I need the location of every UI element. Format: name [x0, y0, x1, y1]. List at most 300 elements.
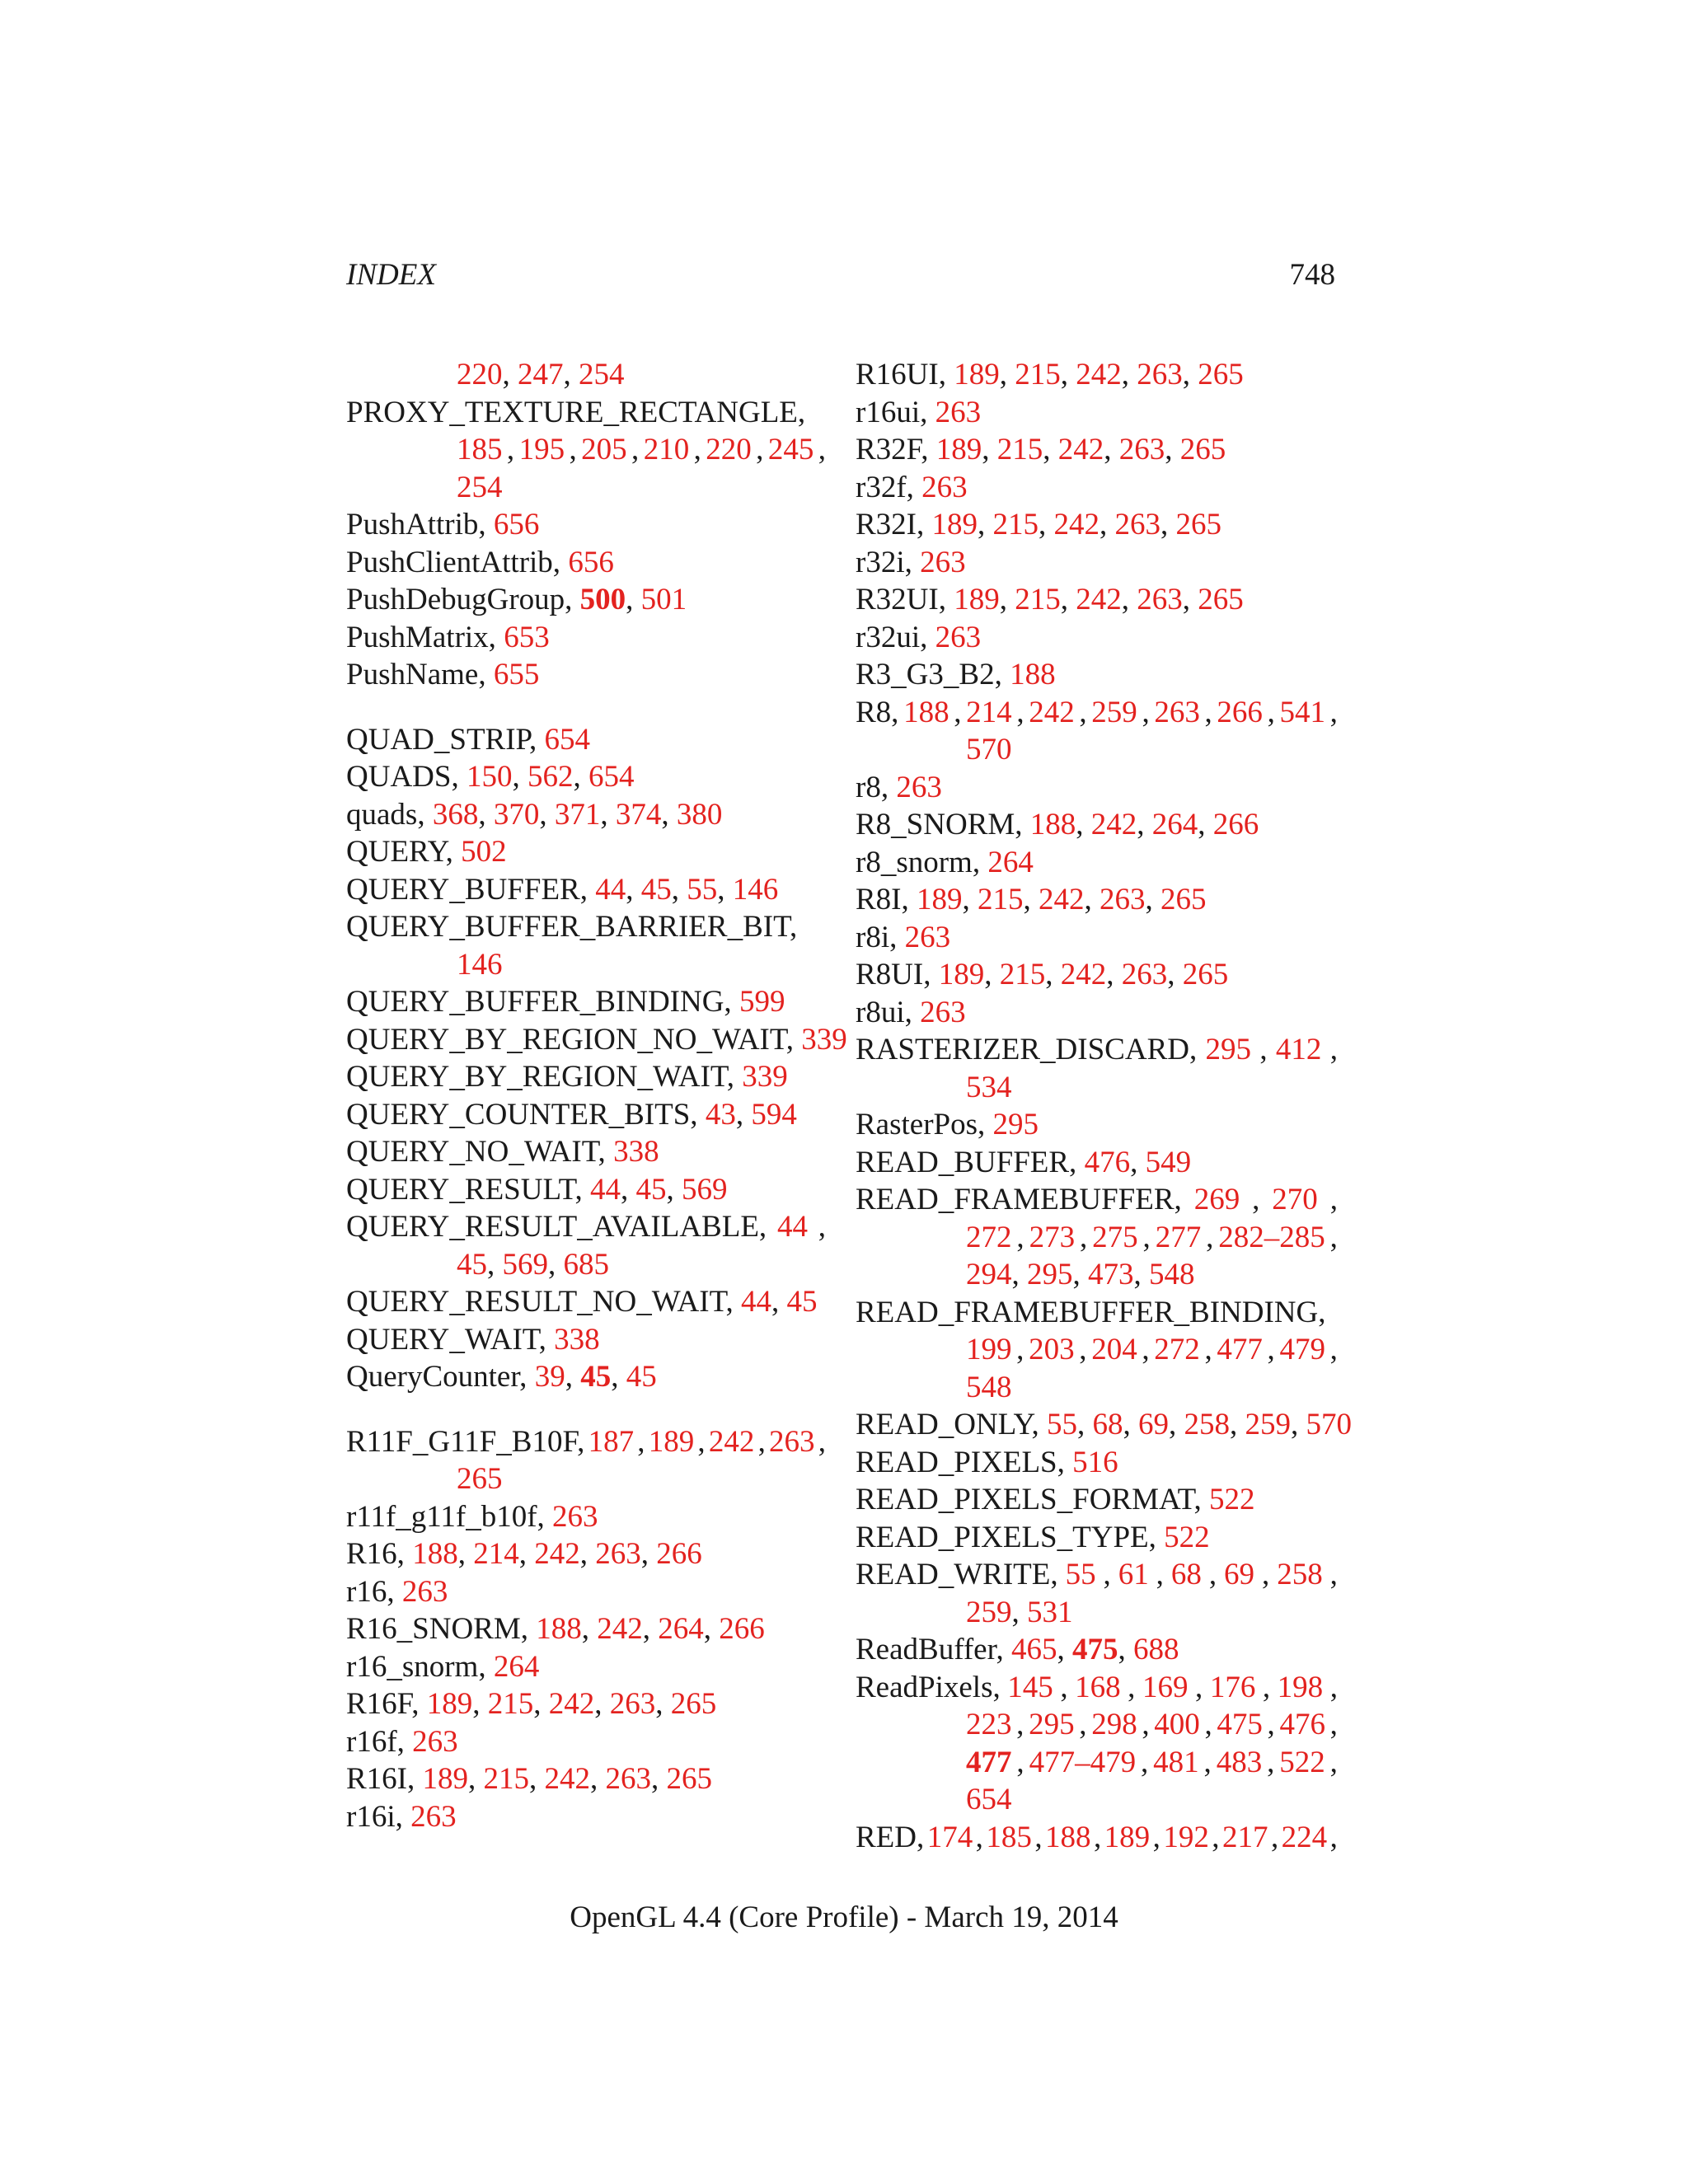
- index-term-text: r8ui,: [856, 995, 921, 1029]
- page-reference-link[interactable]: 500: [579, 583, 626, 616]
- page-reference-link[interactable]: 242: [708, 1424, 755, 1459]
- page-reference-link[interactable]: 265: [1160, 883, 1207, 916]
- index-entry: [856, 694, 1338, 732]
- index-term-text: ,: [1145, 883, 1160, 916]
- page-reference-link[interactable]: 242: [1039, 883, 1085, 916]
- page-reference-link[interactable]: 275: [1092, 1220, 1138, 1254]
- page-reference-link[interactable]: 263: [1118, 433, 1165, 466]
- page-reference-link[interactable]: 516: [1072, 1445, 1118, 1479]
- page-reference-link[interactable]: 265: [1198, 358, 1244, 391]
- running-header-title: INDEX: [346, 258, 436, 292]
- page-reference-link[interactable]: 44: [740, 1285, 771, 1319]
- index-term-text: QUERY_RESULT,: [346, 1172, 591, 1207]
- page-reference-link[interactable]: 204: [1091, 1333, 1137, 1366]
- page-reference-link[interactable]: 295: [1027, 1258, 1073, 1291]
- page-reference-link[interactable]: 176: [1209, 1670, 1256, 1704]
- page-reference-link[interactable]: 146: [732, 872, 779, 907]
- page-reference-link[interactable]: 269: [1193, 1183, 1240, 1216]
- page-reference-link[interactable]: 242: [1076, 358, 1122, 391]
- page-reference-link[interactable]: 685: [563, 1247, 609, 1282]
- index-term-text: ,: [984, 958, 1000, 991]
- page-reference-link[interactable]: 654: [544, 722, 591, 757]
- page-reference-link[interactable]: 655: [493, 658, 540, 691]
- page-reference-link[interactable]: 224: [1281, 1820, 1328, 1854]
- index-term-text: ,: [1329, 1745, 1338, 1779]
- page-reference-link[interactable]: 654: [966, 1783, 1012, 1816]
- index-term-text: QUERY_BY_REGION_NO_WAIT,: [346, 1022, 802, 1057]
- page-reference-link[interactable]: 522: [1208, 1483, 1255, 1516]
- page-reference-link[interactable]: 339: [801, 1022, 847, 1057]
- page-reference-link[interactable]: 570: [966, 733, 1012, 766]
- page-reference-link[interactable]: 189: [426, 1687, 473, 1721]
- page-reference-link[interactable]: 502: [461, 835, 507, 869]
- index-entry: [856, 619, 1338, 657]
- index-term-text: ,: [1329, 1183, 1338, 1216]
- page-reference-link[interactable]: 273: [1029, 1220, 1076, 1254]
- page-reference-link[interactable]: 263: [920, 995, 966, 1029]
- index-entry-continuation: [856, 1781, 1338, 1819]
- page-reference-link[interactable]: 189: [422, 1762, 468, 1796]
- page-reference-link[interactable]: 217: [1221, 1820, 1268, 1854]
- index-entry: [856, 1294, 1338, 1332]
- page-reference-link[interactable]: 534: [966, 1070, 1012, 1104]
- index-term-text: ,: [818, 1210, 826, 1244]
- page-reference-link[interactable]: 476: [1084, 1145, 1131, 1179]
- page-reference-link[interactable]: 189: [954, 358, 1000, 391]
- page-reference-link[interactable]: 266: [1217, 695, 1263, 729]
- page-reference-link[interactable]: 189: [954, 583, 1000, 616]
- index-entry: [856, 656, 1338, 694]
- page-reference-link[interactable]: 473: [1088, 1258, 1134, 1291]
- page-reference-link[interactable]: 264: [987, 845, 1034, 879]
- page-reference-link[interactable]: 195: [518, 433, 565, 466]
- page-reference-link[interactable]: 531: [1027, 1595, 1073, 1629]
- page-reference-link[interactable]: 55: [1065, 1558, 1096, 1591]
- page-reference-link[interactable]: 475: [1217, 1708, 1263, 1741]
- page-reference-link[interactable]: 264: [658, 1612, 704, 1646]
- index-term-text: ,: [1076, 808, 1091, 841]
- index-entry: [346, 1058, 826, 1096]
- index-term-text: ,: [978, 508, 993, 541]
- page-reference-link[interactable]: 68: [1170, 1558, 1202, 1591]
- page-reference-link[interactable]: 380: [676, 797, 723, 832]
- page-reference-link[interactable]: 263: [412, 1724, 458, 1759]
- page-reference-link[interactable]: 214: [473, 1537, 519, 1571]
- page-reference-link[interactable]: 215: [483, 1762, 529, 1796]
- index-term-text: ,: [1270, 1820, 1279, 1854]
- index-term-text: ,: [1137, 808, 1152, 841]
- index-term-text: r32i,: [856, 545, 921, 579]
- page-reference-link[interactable]: 215: [999, 958, 1046, 991]
- index-term-text: ,: [539, 797, 555, 832]
- index-term-text: R32F,: [856, 433, 936, 466]
- page-reference-link[interactable]: 188: [1010, 658, 1056, 691]
- page-reference-link[interactable]: 263: [1114, 508, 1160, 541]
- index-term-text: r11f_g11f_b10f,: [346, 1499, 553, 1534]
- index-term-text: ,: [735, 1097, 752, 1132]
- index-entry: [346, 796, 826, 834]
- page-reference-link[interactable]: 169: [1142, 1670, 1189, 1704]
- page-reference-link[interactable]: 656: [493, 508, 540, 541]
- page-reference-link[interactable]: 412: [1275, 1033, 1322, 1066]
- index-term-text: ,: [1329, 1708, 1338, 1741]
- page-reference-link[interactable]: 189: [931, 508, 978, 541]
- page-reference-link[interactable]: 215: [996, 433, 1043, 466]
- index-term-text: ,: [1011, 1595, 1027, 1629]
- page-reference-link[interactable]: 475: [1071, 1633, 1118, 1666]
- index-term-text: ,: [703, 1612, 720, 1646]
- page-reference-link[interactable]: 370: [493, 797, 540, 832]
- index-entry: [856, 1819, 1338, 1857]
- page-reference-link[interactable]: 189: [935, 433, 982, 466]
- page-reference-link[interactable]: 45: [580, 1360, 612, 1394]
- page-reference-link[interactable]: 242: [1057, 433, 1104, 466]
- index-entry: [346, 1573, 826, 1611]
- page-reference-link[interactable]: 185: [986, 1820, 1032, 1854]
- index-entry: [346, 581, 826, 619]
- index-term-text: ,: [1329, 1033, 1338, 1066]
- page-reference-link[interactable]: 294: [966, 1258, 1012, 1291]
- page-reference-link[interactable]: 263: [401, 1574, 448, 1609]
- page-reference-link[interactable]: 501: [640, 583, 687, 616]
- index-term-text: RASTERIZER_DISCARD,: [856, 1033, 1198, 1066]
- page-reference-link[interactable]: 215: [992, 508, 1039, 541]
- page-reference-link[interactable]: 339: [742, 1060, 788, 1094]
- index-entry: [856, 1144, 1338, 1182]
- page-reference-link[interactable]: 569: [682, 1172, 728, 1207]
- index-term-text: ,: [818, 433, 826, 466]
- page-reference-link[interactable]: 265: [1182, 958, 1229, 991]
- page-reference-link[interactable]: 189: [938, 958, 985, 991]
- page-reference-link[interactable]: 264: [493, 1649, 540, 1684]
- page-reference-link[interactable]: 146: [457, 947, 503, 982]
- index-term-text: PushAttrib,: [346, 508, 494, 541]
- page-reference-link[interactable]: 295: [992, 1108, 1039, 1141]
- page-reference-link[interactable]: 242: [544, 1762, 590, 1796]
- page-reference-link[interactable]: 215: [487, 1687, 534, 1721]
- index-entry-continuation: [346, 946, 826, 984]
- page-reference-link[interactable]: 570: [1306, 1408, 1353, 1441]
- page-reference-link[interactable]: 45: [786, 1285, 818, 1319]
- index-term-text: r8,: [856, 770, 897, 804]
- index-term-text: ,: [1329, 1820, 1338, 1854]
- index-term-text: PushMatrix,: [346, 620, 504, 654]
- page-reference-link[interactable]: 263: [920, 545, 966, 579]
- page-reference-link[interactable]: 548: [1149, 1258, 1195, 1291]
- page-reference-link[interactable]: 69: [1224, 1558, 1255, 1591]
- page-reference-link[interactable]: 188: [1045, 1820, 1091, 1854]
- index-term-text: ,: [631, 433, 640, 466]
- page-reference-link[interactable]: 242: [1090, 808, 1137, 841]
- page-reference-link[interactable]: 259: [1245, 1408, 1292, 1441]
- page-reference-link[interactable]: 263: [552, 1499, 598, 1534]
- page-reference-link[interactable]: 242: [597, 1612, 643, 1646]
- index-entry: [346, 1798, 826, 1836]
- page-reference-link[interactable]: 150: [466, 760, 513, 794]
- page-reference-link[interactable]: 654: [588, 760, 635, 794]
- index-term-text: R8,: [856, 695, 899, 729]
- index-term-text: ,: [1167, 958, 1183, 991]
- index-term-text: READ_FRAMEBUFFER,: [856, 1183, 1182, 1216]
- page-reference-link[interactable]: 242: [1053, 508, 1100, 541]
- page-reference-link[interactable]: 45: [640, 872, 672, 907]
- page-reference-link[interactable]: 265: [1175, 508, 1221, 541]
- page-reference-link[interactable]: 199: [966, 1333, 1012, 1366]
- page-reference-link[interactable]: 368: [432, 797, 479, 832]
- page-reference-link[interactable]: 263: [935, 620, 982, 654]
- page-reference-link[interactable]: 263: [1154, 695, 1200, 729]
- page-reference-link[interactable]: 562: [527, 760, 574, 794]
- page-reference-link[interactable]: 185: [457, 433, 503, 466]
- page-reference-link[interactable]: 68: [1092, 1408, 1123, 1441]
- page-reference-link[interactable]: 282–285: [1218, 1220, 1325, 1254]
- page-reference-link[interactable]: 263: [1137, 583, 1183, 616]
- index-term-text: ,: [1261, 1558, 1270, 1591]
- index-term-text: ,: [999, 358, 1015, 391]
- page-reference-link[interactable]: 653: [504, 620, 550, 654]
- page-reference-link[interactable]: 298: [1091, 1708, 1137, 1741]
- page-reference-link[interactable]: 45: [457, 1247, 487, 1282]
- index-term-text: ,: [1104, 433, 1119, 466]
- index-term-text: R32UI,: [856, 583, 954, 616]
- index-term-text: ,: [1267, 1745, 1275, 1779]
- page-reference-link[interactable]: 522: [1164, 1520, 1210, 1554]
- index-term-text: ,: [1016, 1745, 1025, 1779]
- index-term-text: ,: [590, 1762, 606, 1796]
- page-reference-link[interactable]: 198: [1277, 1670, 1324, 1704]
- index-term-text: PushClientAttrib,: [346, 545, 569, 579]
- page-reference-link[interactable]: 265: [666, 1762, 712, 1796]
- page-reference-link[interactable]: 247: [518, 358, 564, 391]
- page-reference-link[interactable]: 145: [1007, 1670, 1053, 1704]
- page-reference-link[interactable]: 263: [896, 770, 942, 804]
- index-term-text: ,: [1034, 1820, 1043, 1854]
- page-reference-link[interactable]: 168: [1075, 1670, 1121, 1704]
- index-term-text: r16f,: [346, 1724, 413, 1759]
- page-reference-link[interactable]: 223: [966, 1708, 1012, 1741]
- page-reference-link[interactable]: 265: [1179, 433, 1226, 466]
- page-reference-link[interactable]: 548: [966, 1370, 1012, 1404]
- page-reference-link[interactable]: 549: [1145, 1145, 1192, 1179]
- page-reference-link[interactable]: 374: [615, 797, 662, 832]
- page-reference-link[interactable]: 39: [534, 1360, 565, 1394]
- page-reference-link[interactable]: 338: [554, 1322, 600, 1357]
- page-reference-link[interactable]: 272: [966, 1220, 1012, 1254]
- page-reference-link[interactable]: 263: [1121, 958, 1168, 991]
- page-reference-link[interactable]: 483: [1216, 1745, 1263, 1779]
- index-entry: [856, 1406, 1353, 1444]
- index-term-text: QUERY_RESULT_NO_WAIT,: [346, 1285, 741, 1319]
- index-term-text: r32f,: [856, 470, 922, 504]
- page-reference-link[interactable]: 44: [590, 1172, 621, 1207]
- page-reference-link[interactable]: 541: [1279, 695, 1325, 729]
- index-term-text: ,: [1165, 433, 1180, 466]
- index-term-text: R32I,: [856, 508, 932, 541]
- page-reference-link[interactable]: 188: [903, 695, 950, 729]
- page-reference-link[interactable]: 656: [568, 545, 614, 579]
- page-reference-link[interactable]: 242: [1029, 695, 1075, 729]
- page-reference-link[interactable]: 295: [1205, 1033, 1252, 1066]
- page-reference-link[interactable]: 55: [687, 872, 718, 907]
- page-reference-link[interactable]: 522: [1279, 1745, 1325, 1779]
- page-reference-link[interactable]: 189: [648, 1424, 695, 1459]
- page-reference-link[interactable]: 266: [656, 1537, 702, 1571]
- index-term-text: ,: [1060, 1670, 1068, 1704]
- page-reference-link[interactable]: 187: [588, 1424, 635, 1459]
- page-reference-link[interactable]: 599: [738, 985, 785, 1019]
- page-reference-link[interactable]: 258: [1277, 1558, 1323, 1591]
- page-reference-link[interactable]: 242: [1076, 583, 1122, 616]
- index-term-text: ,: [1079, 695, 1087, 729]
- index-term-text: ,: [478, 797, 494, 832]
- page-reference-link[interactable]: 188: [412, 1537, 458, 1571]
- page-reference-link[interactable]: 45: [626, 1360, 657, 1394]
- index-entry-continuation: [856, 1706, 1338, 1744]
- index-term-text: ,: [1142, 695, 1150, 729]
- page-reference-link[interactable]: 263: [935, 395, 982, 429]
- index-entry: [346, 758, 826, 796]
- page-reference-link[interactable]: 263: [904, 920, 951, 954]
- page-reference-link[interactable]: 265: [670, 1687, 717, 1721]
- page-reference-link[interactable]: 242: [548, 1687, 595, 1721]
- index-entry: [856, 769, 1338, 807]
- page-reference-link[interactable]: 265: [457, 1462, 503, 1496]
- page-reference-link[interactable]: 263: [605, 1762, 651, 1796]
- page-reference-link[interactable]: 245: [767, 433, 814, 466]
- index-term-text: QUERY_BUFFER_BARRIER_BIT,: [346, 910, 798, 944]
- page-reference-link[interactable]: 220: [706, 433, 752, 466]
- page-reference-link[interactable]: 265: [1198, 583, 1244, 616]
- index-term-text: ,: [1267, 695, 1275, 729]
- page-reference-link[interactable]: 189: [1104, 1820, 1151, 1854]
- index-term-text: ,: [661, 797, 677, 832]
- index-term-text: ,: [1060, 358, 1076, 391]
- page-reference-link[interactable]: 44: [776, 1210, 808, 1244]
- index-term-text: R11F_G11F_B10F,: [346, 1424, 585, 1459]
- page-reference-link[interactable]: 259: [966, 1595, 1012, 1629]
- page-reference-link[interactable]: 270: [1272, 1183, 1318, 1216]
- page-reference-link[interactable]: 254: [579, 358, 625, 391]
- page-reference-link[interactable]: 476: [1279, 1708, 1325, 1741]
- index-term-text: ,: [579, 1537, 596, 1571]
- page-reference-link[interactable]: 477–479: [1029, 1745, 1137, 1779]
- index-term-text: ,: [1204, 1708, 1212, 1741]
- index-term-text: ,: [982, 433, 997, 466]
- index-term-text: ,: [569, 433, 577, 466]
- index-entry: [346, 1208, 826, 1246]
- index-term-text: ,: [1079, 1708, 1087, 1741]
- page-reference-link[interactable]: 371: [554, 797, 601, 832]
- index-term-text: QUAD_STRIP,: [346, 722, 545, 757]
- page-reference-link[interactable]: 263: [609, 1687, 656, 1721]
- page-reference-link[interactable]: 400: [1154, 1708, 1200, 1741]
- page-reference-link[interactable]: 266: [1212, 808, 1259, 841]
- page-reference-link[interactable]: 242: [1060, 958, 1107, 991]
- page-reference-link[interactable]: 481: [1153, 1745, 1199, 1779]
- index-entry: [856, 469, 1338, 507]
- page-reference-link[interactable]: 188: [1029, 808, 1076, 841]
- page-reference-link[interactable]: 264: [1151, 808, 1198, 841]
- page-reference-link[interactable]: 55: [1047, 1408, 1078, 1441]
- page-reference-link[interactable]: 263: [1137, 358, 1183, 391]
- page-reference-link[interactable]: 594: [751, 1097, 797, 1132]
- page-reference-link[interactable]: 263: [1100, 883, 1146, 916]
- page-reference-link[interactable]: 214: [966, 695, 1012, 729]
- index-term-text: ,: [756, 433, 764, 466]
- page-reference-link[interactable]: 479: [1279, 1333, 1325, 1366]
- page-reference-link[interactable]: 295: [1029, 1708, 1075, 1741]
- page-reference-link[interactable]: 61: [1118, 1558, 1149, 1591]
- page-reference-link[interactable]: 174: [926, 1820, 973, 1854]
- page-reference-link[interactable]: 210: [643, 433, 690, 466]
- page-reference-link[interactable]: 69: [1138, 1408, 1170, 1441]
- page-reference-link[interactable]: 688: [1132, 1633, 1179, 1666]
- page-reference-link[interactable]: 45: [635, 1172, 667, 1207]
- page-reference-link[interactable]: 242: [534, 1537, 580, 1571]
- index-term-text: ,: [1182, 583, 1198, 616]
- page-reference-link[interactable]: 465: [1010, 1633, 1057, 1666]
- index-term-text: ,: [717, 872, 733, 907]
- page-reference-link[interactable]: 258: [1184, 1408, 1231, 1441]
- index-term-text: ,: [472, 1687, 488, 1721]
- page-reference-link[interactable]: 44: [595, 872, 626, 907]
- index-term-text: QUERY_RESULT_AVAILABLE,: [346, 1210, 767, 1244]
- page-reference-link[interactable]: 188: [536, 1612, 582, 1646]
- page-reference-link[interactable]: 43: [705, 1097, 736, 1132]
- page-reference-link[interactable]: 189: [917, 883, 963, 916]
- index-term-text: ,: [468, 1762, 484, 1796]
- index-entry: [856, 394, 1338, 432]
- page-reference-link[interactable]: 205: [581, 433, 627, 466]
- page-reference-link[interactable]: 254: [457, 470, 503, 504]
- index-term-text: ,: [457, 1537, 474, 1571]
- page-reference-link[interactable]: 215: [978, 883, 1024, 916]
- page-reference-link[interactable]: 259: [1091, 695, 1137, 729]
- page-reference-link[interactable]: 477: [1217, 1333, 1263, 1366]
- index-term-text: ,: [1118, 1633, 1133, 1666]
- page-reference-link[interactable]: 263: [769, 1424, 815, 1459]
- index-term-text: ,: [1142, 1708, 1150, 1741]
- index-term-text: ,: [1072, 1258, 1088, 1291]
- page-reference-link[interactable]: 203: [1029, 1333, 1075, 1366]
- index-entry: [346, 1535, 826, 1573]
- index-entry: [856, 1556, 1338, 1594]
- page-reference-link[interactable]: 477: [966, 1745, 1012, 1779]
- index-term-text: ,: [1140, 1745, 1149, 1779]
- page-reference-link[interactable]: 569: [502, 1247, 548, 1282]
- page-reference-link[interactable]: 215: [1015, 358, 1061, 391]
- index-entry-continuation: [856, 1219, 1338, 1257]
- page-reference-link[interactable]: 272: [1154, 1333, 1200, 1366]
- page-reference-link[interactable]: 263: [410, 1799, 457, 1834]
- index-entry: [346, 1321, 826, 1359]
- index-term-text: ,: [1123, 1408, 1139, 1441]
- index-term-text: ,: [1329, 1333, 1338, 1366]
- page-reference-link[interactable]: 192: [1163, 1820, 1209, 1854]
- page-reference-link[interactable]: 263: [595, 1537, 641, 1571]
- page-reference-link[interactable]: 215: [1015, 583, 1061, 616]
- index-term-text: ,: [1023, 883, 1039, 916]
- page-reference-link[interactable]: 263: [921, 470, 968, 504]
- page-reference-link[interactable]: 220: [457, 358, 503, 391]
- index-term-text: ,: [1259, 1033, 1268, 1066]
- index-entry: [346, 1685, 826, 1723]
- page-reference-link[interactable]: 277: [1155, 1220, 1202, 1254]
- page-reference-link[interactable]: 266: [719, 1612, 765, 1646]
- index-entry: [346, 833, 826, 871]
- index-term-text: ,: [1079, 1333, 1087, 1366]
- page-reference-link[interactable]: 338: [613, 1135, 659, 1169]
